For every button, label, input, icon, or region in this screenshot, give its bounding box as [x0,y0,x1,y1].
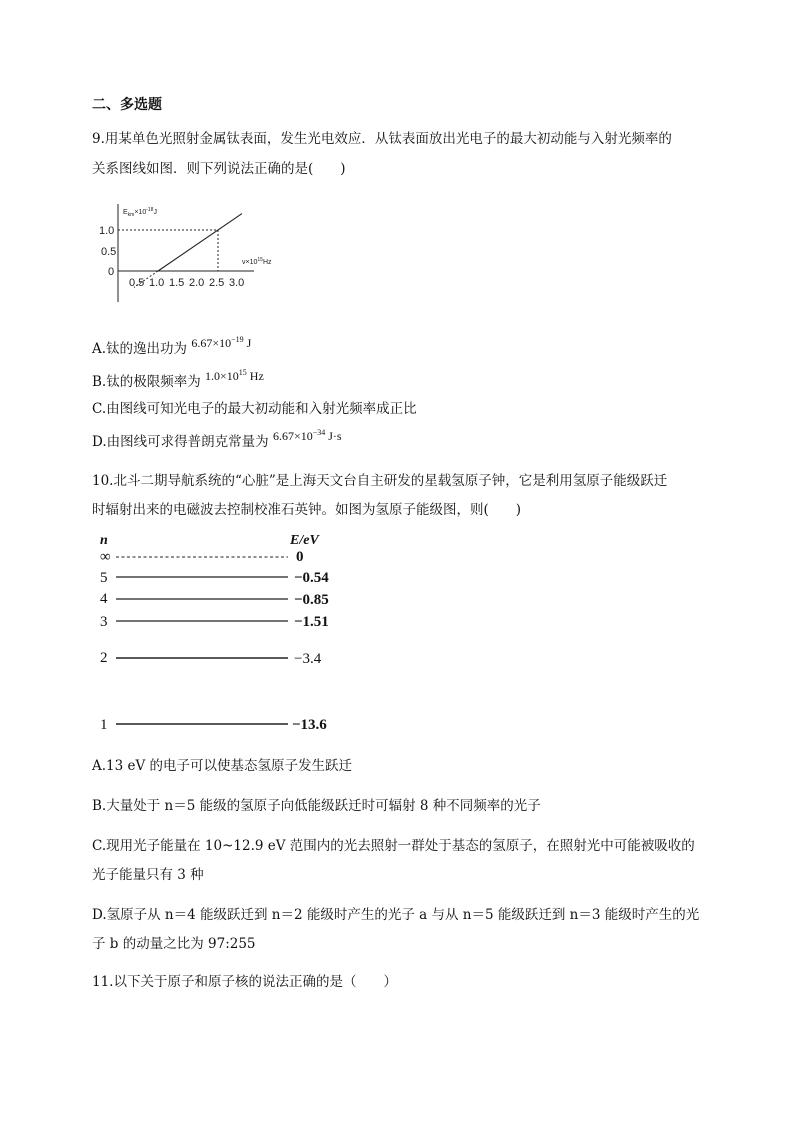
q10-option-c-line2[interactable]: 光子能量只有 3 种 [92,867,204,883]
option-label: C.由图线可知光电子的最大初动能和入射光频率成正比 [92,401,417,417]
x-tick-label: 2.5 [209,277,225,289]
q9-option-c[interactable] [92,400,417,418]
x-tick-label: 2.0 [189,277,205,289]
y-axis-label: $E_{km}\times 10^{-18}J$ [123,207,157,218]
level-energy-label: −0.85 [294,592,329,608]
q10-energy-level-diagram [96,528,356,738]
option-math: $6.67\times 10^{-19}$ J [191,335,252,350]
q10-option-c-line1[interactable]: C.现用光子能量在 10~12.9 eV 范围内的光去照射一群处于基态的氢原子，在照射光中可能被吸收的 [92,838,695,854]
energy-header: E/eV [290,533,319,548]
y-tick-label: 0.5 [101,246,117,258]
option-label: A.钛的逸出功为 [92,341,188,357]
level-energy-label: −13.6 [292,717,327,733]
x-tick-label: 1.0 [149,277,165,289]
q10-option-a[interactable]: A.13 eV 的电子可以使基态氢原子发生跃迁 [92,758,353,774]
data-line [158,214,242,271]
option-math: $6.67\times 10^{-34}$ J·s [272,428,342,443]
q10-stem-line1: 10.北斗二期导航系统的“心脏”是上海天文台自主研发的星载氢原子钟，它是利用氢原子能级跃迁 [92,473,668,489]
q9-photoelectric-graph [96,198,296,310]
level-n-label: 3 [100,614,108,630]
q9-option-d[interactable] [92,430,342,451]
option-label: B.钛的极限频率为 [92,374,201,390]
q9-option-a[interactable] [92,337,251,358]
x-axis-label: $\nu\times 10^{15}Hz$ [242,257,272,266]
q9-stem-line1: 9.用某单色光照射金属钛表面，发生光电效应．从钛表面放出光电子的最大初动能与入射光频率的 [92,131,672,147]
level-n-label: 4 [100,591,108,607]
section-title: 二、多选题 [92,97,162,113]
option-math: $1.0\times 10^{15}$ Hz [205,368,264,383]
level-n-label: 2 [100,650,108,666]
level-n-label: ∞ [100,549,111,565]
level-n-label: 1 [100,717,108,733]
x-tick-label: 0.5 [129,277,145,289]
level-n-label: 5 [100,570,108,586]
q9-option-b[interactable] [92,370,264,391]
x-tick-label: 1.5 [169,277,185,289]
level-energy-label: −1.51 [294,614,329,630]
option-label: D.由图线可求得普朗克常量为 [92,434,269,450]
level-energy-label: −0.54 [294,570,329,586]
q10-stem-line2: 时辐射出来的电磁波去控制校准石英钟。如图为氢原子能级图，则( ) [92,502,522,518]
level-energy-label: −3.4 [294,651,322,667]
q9-stem-line2: 关系图线如图．则下列说法正确的是( ) [92,161,346,177]
q11-stem: 11.以下关于原子和原子核的说法正确的是（ ） [92,974,397,990]
q10-option-d-line1[interactable]: D.氢原子从 n＝4 能级跃迁到 n＝2 能级时产生的光子 a 与从 n＝5 能级跃迁到 n＝3 能级时产生的光 [92,907,700,923]
q10-option-d-line2[interactable]: 子 b 的动量之比为 97:255 [92,936,256,952]
x-tick-label: 3.0 [229,277,245,289]
y-tick-label: 0 [108,266,115,278]
q10-option-b[interactable]: B.大量处于 n＝5 能级的氢原子向低能级跃迁时可辐射 8 种不同频率的光子 [92,798,541,814]
y-tick-label: 1.0 [99,225,115,237]
n-header: n [100,533,108,548]
level-energy-label: 0 [296,549,304,565]
